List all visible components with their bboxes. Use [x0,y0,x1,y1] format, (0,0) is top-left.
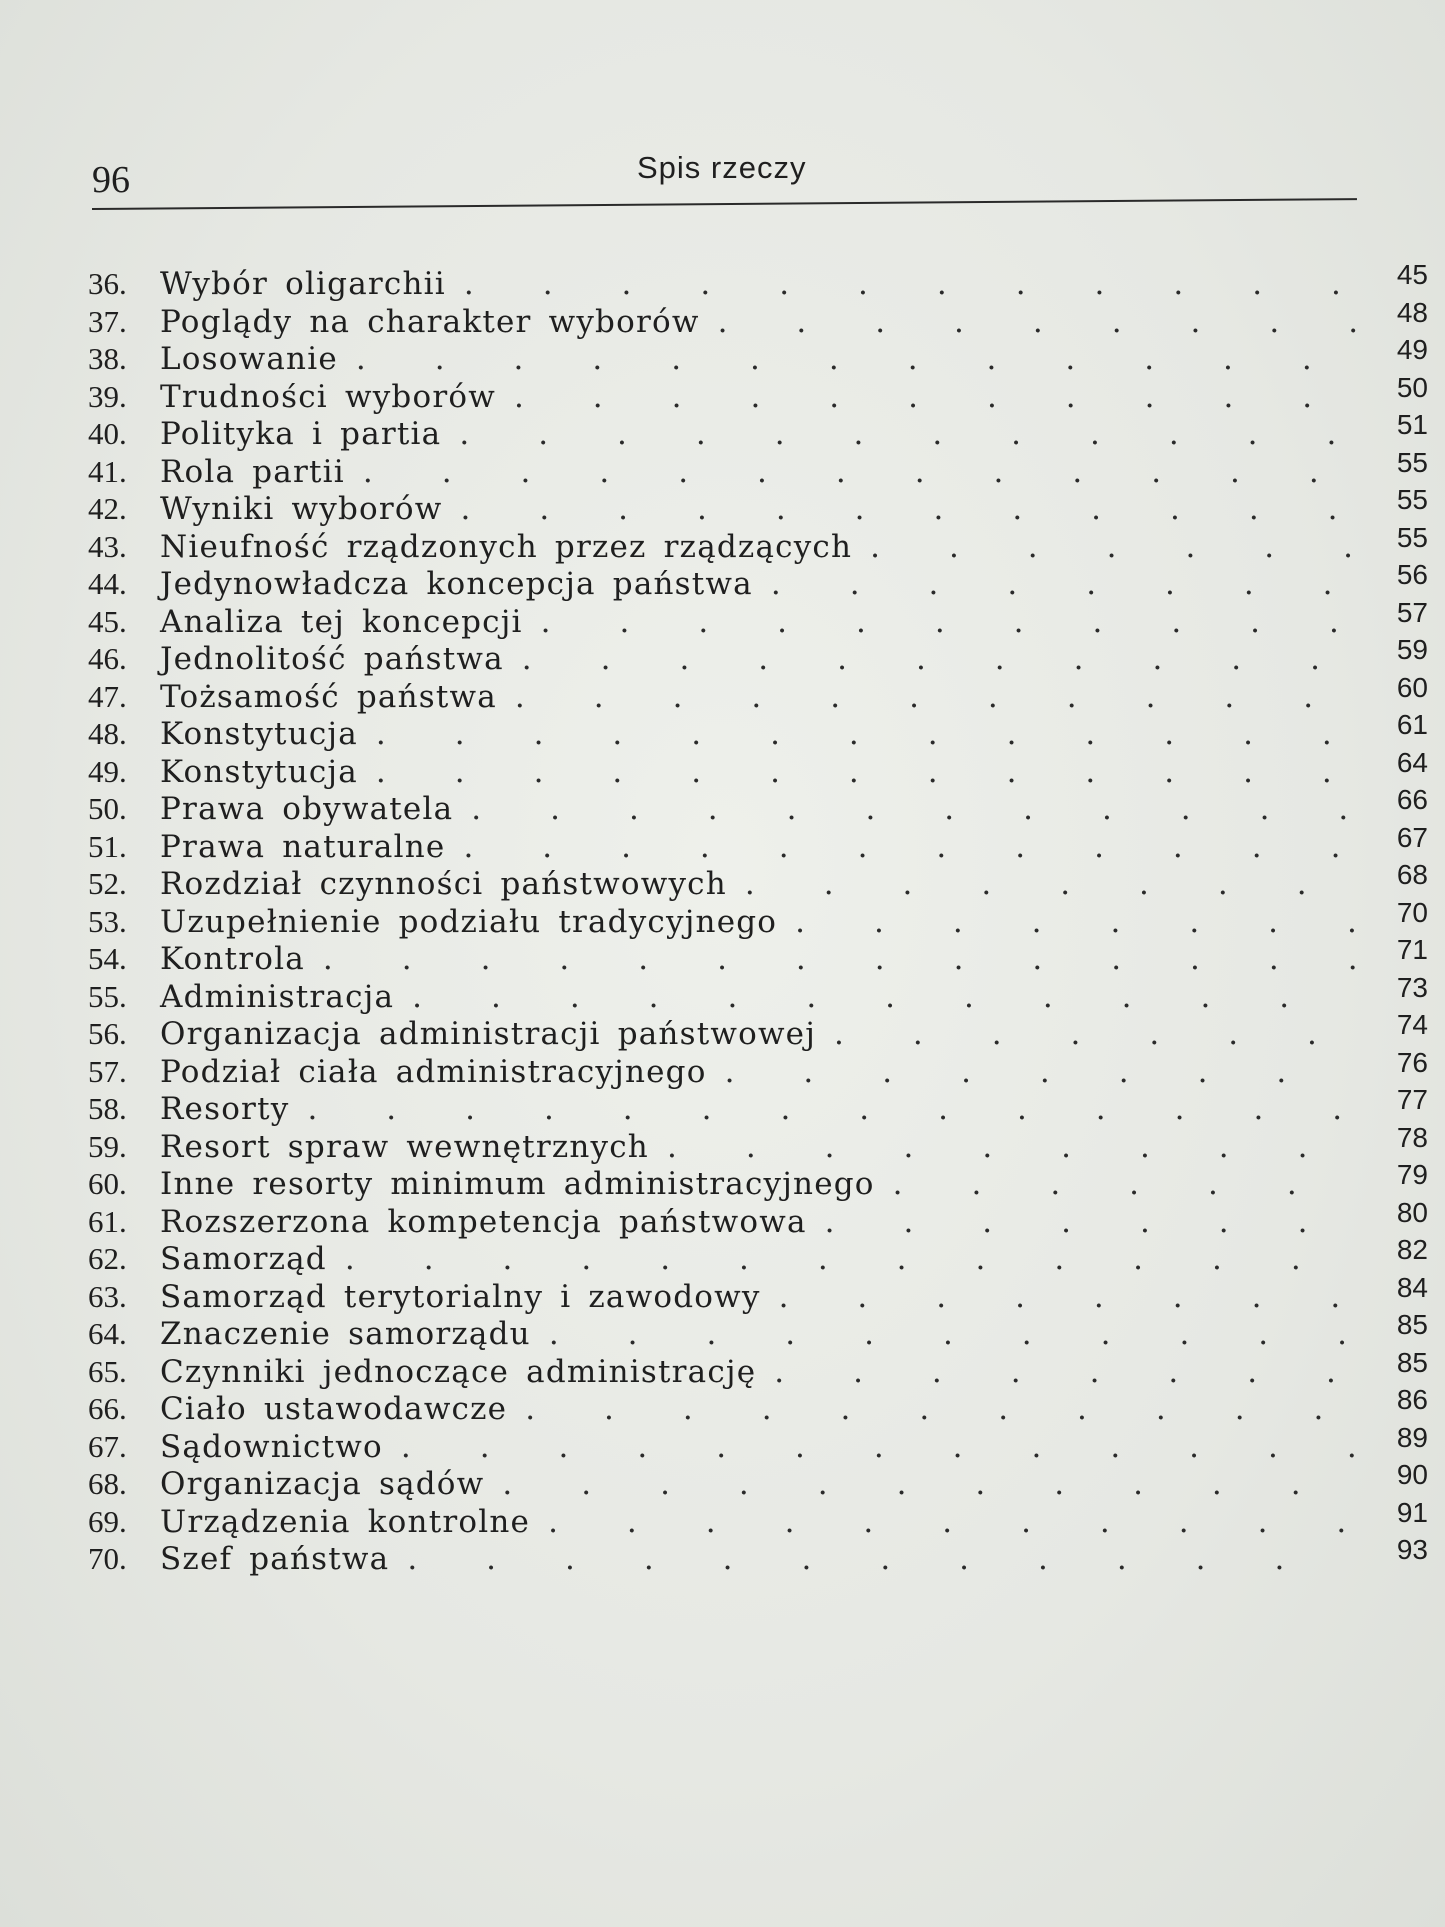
toc-entry-number: 51. [88,828,127,864]
toc-entry-title: Organizacja administracji państwowej [160,1016,817,1052]
toc-entry-page: 93 [1396,1534,1428,1565]
toc-entry-page: 89 [1396,1421,1428,1453]
toc-entry-number: 40. [88,416,127,451]
toc-entry-title: Prawa naturalne [160,828,446,865]
toc-entry-number: 59. [88,1128,127,1164]
toc-entry-title: Konstytucja [160,716,358,752]
toc-entry-number: 46. [88,641,127,676]
toc-leader-dots [870,529,1356,567]
toc-entry-title: Poglądy na charakter wyborów [160,303,700,340]
toc-entry [88,1534,1428,1578]
toc-entry-number: 49. [88,753,127,789]
toc-entry-page: 85 [1396,1309,1428,1340]
toc-leader-dots [463,829,1356,867]
toc-entry-page: 45 [1396,259,1428,290]
toc-entry-title: Rozszerzona kompetencja państwowa [160,1203,807,1240]
toc-entry-page: 82 [1396,1234,1428,1265]
toc-entry-title: Analiza tej koncepcji [160,603,523,640]
toc-entry [88,484,1428,528]
toc-entry [88,1046,1428,1091]
toc-entry [88,971,1428,1016]
toc-leader-dots [522,641,1356,679]
toc-entry [88,934,1428,978]
toc-entry-number: 55. [88,978,127,1014]
toc-leader-dots [307,1091,1356,1129]
toc-entry [88,1271,1428,1316]
toc-leader-dots [548,1504,1356,1542]
toc-entry-number: 39. [88,378,127,414]
toc-entry-number: 53. [88,903,127,939]
toc-leader-dots [795,904,1356,942]
toc-entry [88,1309,1428,1353]
toc-entry-title: Podział ciała administracyjnego [160,1053,707,1090]
toc-entry-page: 91 [1396,1496,1428,1528]
toc-entry [88,821,1428,866]
toc-entry [88,1459,1428,1503]
toc-entry-page: 74 [1396,1009,1428,1040]
toc-entry-title: Jednolitość państwa [160,641,504,677]
toc-leader-dots [459,416,1356,454]
toc-leader-dots [774,1354,1356,1392]
toc-leader-dots [718,304,1356,342]
toc-entry [88,334,1428,378]
toc-leader-dots [345,1241,1356,1279]
toc-entry-title: Jedynowładcza koncepcja państwa [160,566,753,602]
toc-entry-title: Resort spraw wewnętrznych [160,1128,649,1165]
toc-entry-number: 65. [88,1353,127,1389]
toc-entry-number: 42. [88,491,127,526]
toc-entry [88,1159,1428,1203]
toc-entry-page: 66 [1396,784,1428,815]
toc-entry-page: 55 [1396,446,1428,478]
toc-leader-dots [525,1391,1356,1429]
toc-leader-dots [323,941,1356,979]
toc-entry-page: 85 [1396,1346,1428,1378]
toc-entry-page: 55 [1396,484,1428,515]
toc-entry-title: Znaczenie samorządu [160,1316,531,1352]
toc-leader-dots [515,679,1356,717]
toc-entry-number: 50. [88,791,127,826]
toc-entry-page: 71 [1396,934,1428,965]
toc-entry-title: Ciało ustawodawcze [160,1391,508,1427]
toc-entry-title: Prawa obywatela [160,791,454,827]
toc-entry-number: 48. [88,716,127,751]
toc-entry-number: 41. [88,453,127,489]
toc-entry-title: Resorty [160,1091,290,1127]
toc-entry-page: 73 [1396,971,1428,1003]
toc-leader-dots [667,1129,1356,1167]
toc-entry-number: 69. [88,1503,127,1539]
toc-entry-page: 70 [1396,896,1428,928]
toc-entry-page: 90 [1396,1459,1428,1490]
toc-leader-dots [514,379,1356,417]
toc-entry-page: 76 [1396,1046,1428,1078]
toc-entry [88,1384,1428,1428]
toc-entry-page: 56 [1396,559,1428,590]
toc-entry [88,559,1428,603]
toc-entry [88,259,1428,303]
toc-entry-page: 64 [1396,746,1428,778]
toc-entry-title: Uzupełnienie podziału tradycyjnego [160,903,778,940]
toc-entry-page: 68 [1396,859,1428,890]
toc-entry-title: Polityka i partia [160,416,442,452]
toc-entry-page: 80 [1396,1196,1428,1228]
toc-entry-number: 60. [88,1166,127,1201]
toc-entry [88,1084,1428,1128]
toc-entry [88,784,1428,828]
toc-entry-number: 52. [88,866,127,901]
toc-entry-number: 64. [88,1316,127,1351]
toc-entry-title: Organizacja sądów [160,1466,485,1502]
toc-entry-title: Losowanie [160,341,338,377]
toc-entry-title: Szef państwa [160,1541,390,1577]
toc-entry-number: 63. [88,1278,127,1314]
toc-entry-number: 37. [88,303,127,339]
toc-entry-number: 57. [88,1053,127,1089]
toc-entry-page: 60 [1396,671,1428,703]
toc-entry-number: 70. [88,1541,127,1576]
toc-leader-dots [541,604,1356,642]
toc-entry-number: 62. [88,1241,127,1276]
toc-leader-dots [725,1054,1356,1092]
toc-leader-dots [407,1541,1356,1579]
toc-leader-dots [549,1316,1356,1354]
toc-entry-page: 49 [1396,334,1428,365]
toc-entry [88,1121,1428,1166]
toc-leader-dots [834,1016,1356,1054]
toc-entry-title: Sądownictwo [160,1428,383,1465]
toc-entry-title: Urządzenia kontrolne [160,1503,531,1540]
toc-entry-number: 68. [88,1466,127,1501]
toc-entry-number: 43. [88,528,127,564]
toc-entry-page: 84 [1396,1271,1428,1303]
page-number: 96 [92,159,130,201]
toc-entry-number: 45. [88,603,127,639]
toc-entry-page: 55 [1396,521,1428,553]
toc-entry-title: Tożsamość państwa [160,678,497,715]
toc-entry-number: 44. [88,566,127,601]
toc-entry-page: 77 [1396,1084,1428,1115]
toc-entry-title: Nieufność rządzonych przez rządzących [160,528,853,565]
toc-leader-dots [745,866,1356,904]
toc-entry-title: Rola partii [160,453,345,490]
toc-entry [88,746,1428,791]
toc-entry-number: 56. [88,1016,127,1051]
toc-leader-dots [779,1279,1356,1317]
toc-entry-number: 54. [88,941,127,976]
toc-entry-page: 86 [1396,1384,1428,1415]
toc-entry [88,1346,1428,1391]
toc-entry-number: 61. [88,1203,127,1239]
toc-entry-title: Czynniki jednoczące administrację [160,1353,757,1390]
toc-entry-number: 58. [88,1091,127,1126]
toc-entry [88,296,1428,341]
toc-entry [88,671,1428,716]
toc-leader-dots [825,1204,1356,1242]
toc-leader-dots [376,716,1356,754]
toc-entry-title: Trudności wyborów [160,378,496,415]
toc-entry-title: Wybór oligarchii [160,266,446,302]
toc-entry [88,709,1428,753]
toc-leader-dots [461,491,1356,529]
toc-entry-page: 59 [1396,634,1428,665]
toc-leader-dots [401,1429,1356,1467]
toc-entry-page: 61 [1396,709,1428,740]
toc-entry-page: 48 [1396,296,1428,328]
toc-entry-page: 57 [1396,596,1428,628]
toc-entry-title: Rozdział czynności państwowych [160,866,727,902]
toc-leader-dots [471,791,1356,829]
toc-entry [88,446,1428,491]
toc-leader-dots [412,979,1356,1017]
toc-entry [88,859,1428,903]
toc-entry-page: 79 [1396,1159,1428,1190]
toc-entry-title: Kontrola [160,941,305,977]
toc-entry-title: Wyniki wyborów [160,491,443,527]
toc-entry-page: 51 [1396,409,1428,440]
toc-entry [88,409,1428,453]
toc-entry [88,371,1428,416]
toc-entry [88,896,1428,941]
toc-entry-page: 78 [1396,1121,1428,1153]
toc-leader-dots [356,341,1356,379]
toc-entry [88,1196,1428,1241]
toc-entry-number: 38. [88,341,127,376]
toc-entry-page: 50 [1396,371,1428,403]
toc-leader-dots [771,566,1356,604]
toc-leader-dots [376,754,1356,792]
toc-entry-number: 47. [88,678,127,714]
toc-entry-page: 67 [1396,821,1428,853]
toc-entry [88,521,1428,566]
toc-entry-title: Administracja [160,978,395,1015]
toc-leader-dots [893,1166,1356,1204]
toc-leader-dots [363,454,1356,492]
toc-leader-dots [502,1466,1356,1504]
running-title: Spis rzeczy [637,150,807,185]
toc-entry-title: Samorząd [160,1241,327,1277]
toc-entry [88,1496,1428,1541]
toc-entry-title: Samorząd terytorialny i zawodowy [160,1278,761,1315]
toc-entry [88,596,1428,641]
toc-entry-title: Inne resorty minimum administracyjnego [160,1166,875,1202]
toc-entry [88,1234,1428,1278]
table-of-contents [88,259,1428,1578]
toc-entry [88,1009,1428,1053]
toc-entry [88,1421,1428,1466]
toc-entry-number: 36. [88,266,127,301]
toc-entry [88,634,1428,678]
toc-leader-dots [464,266,1356,304]
toc-entry-title: Konstytucja [160,753,358,790]
toc-entry-number: 67. [88,1428,127,1464]
toc-entry-number: 66. [88,1391,127,1426]
